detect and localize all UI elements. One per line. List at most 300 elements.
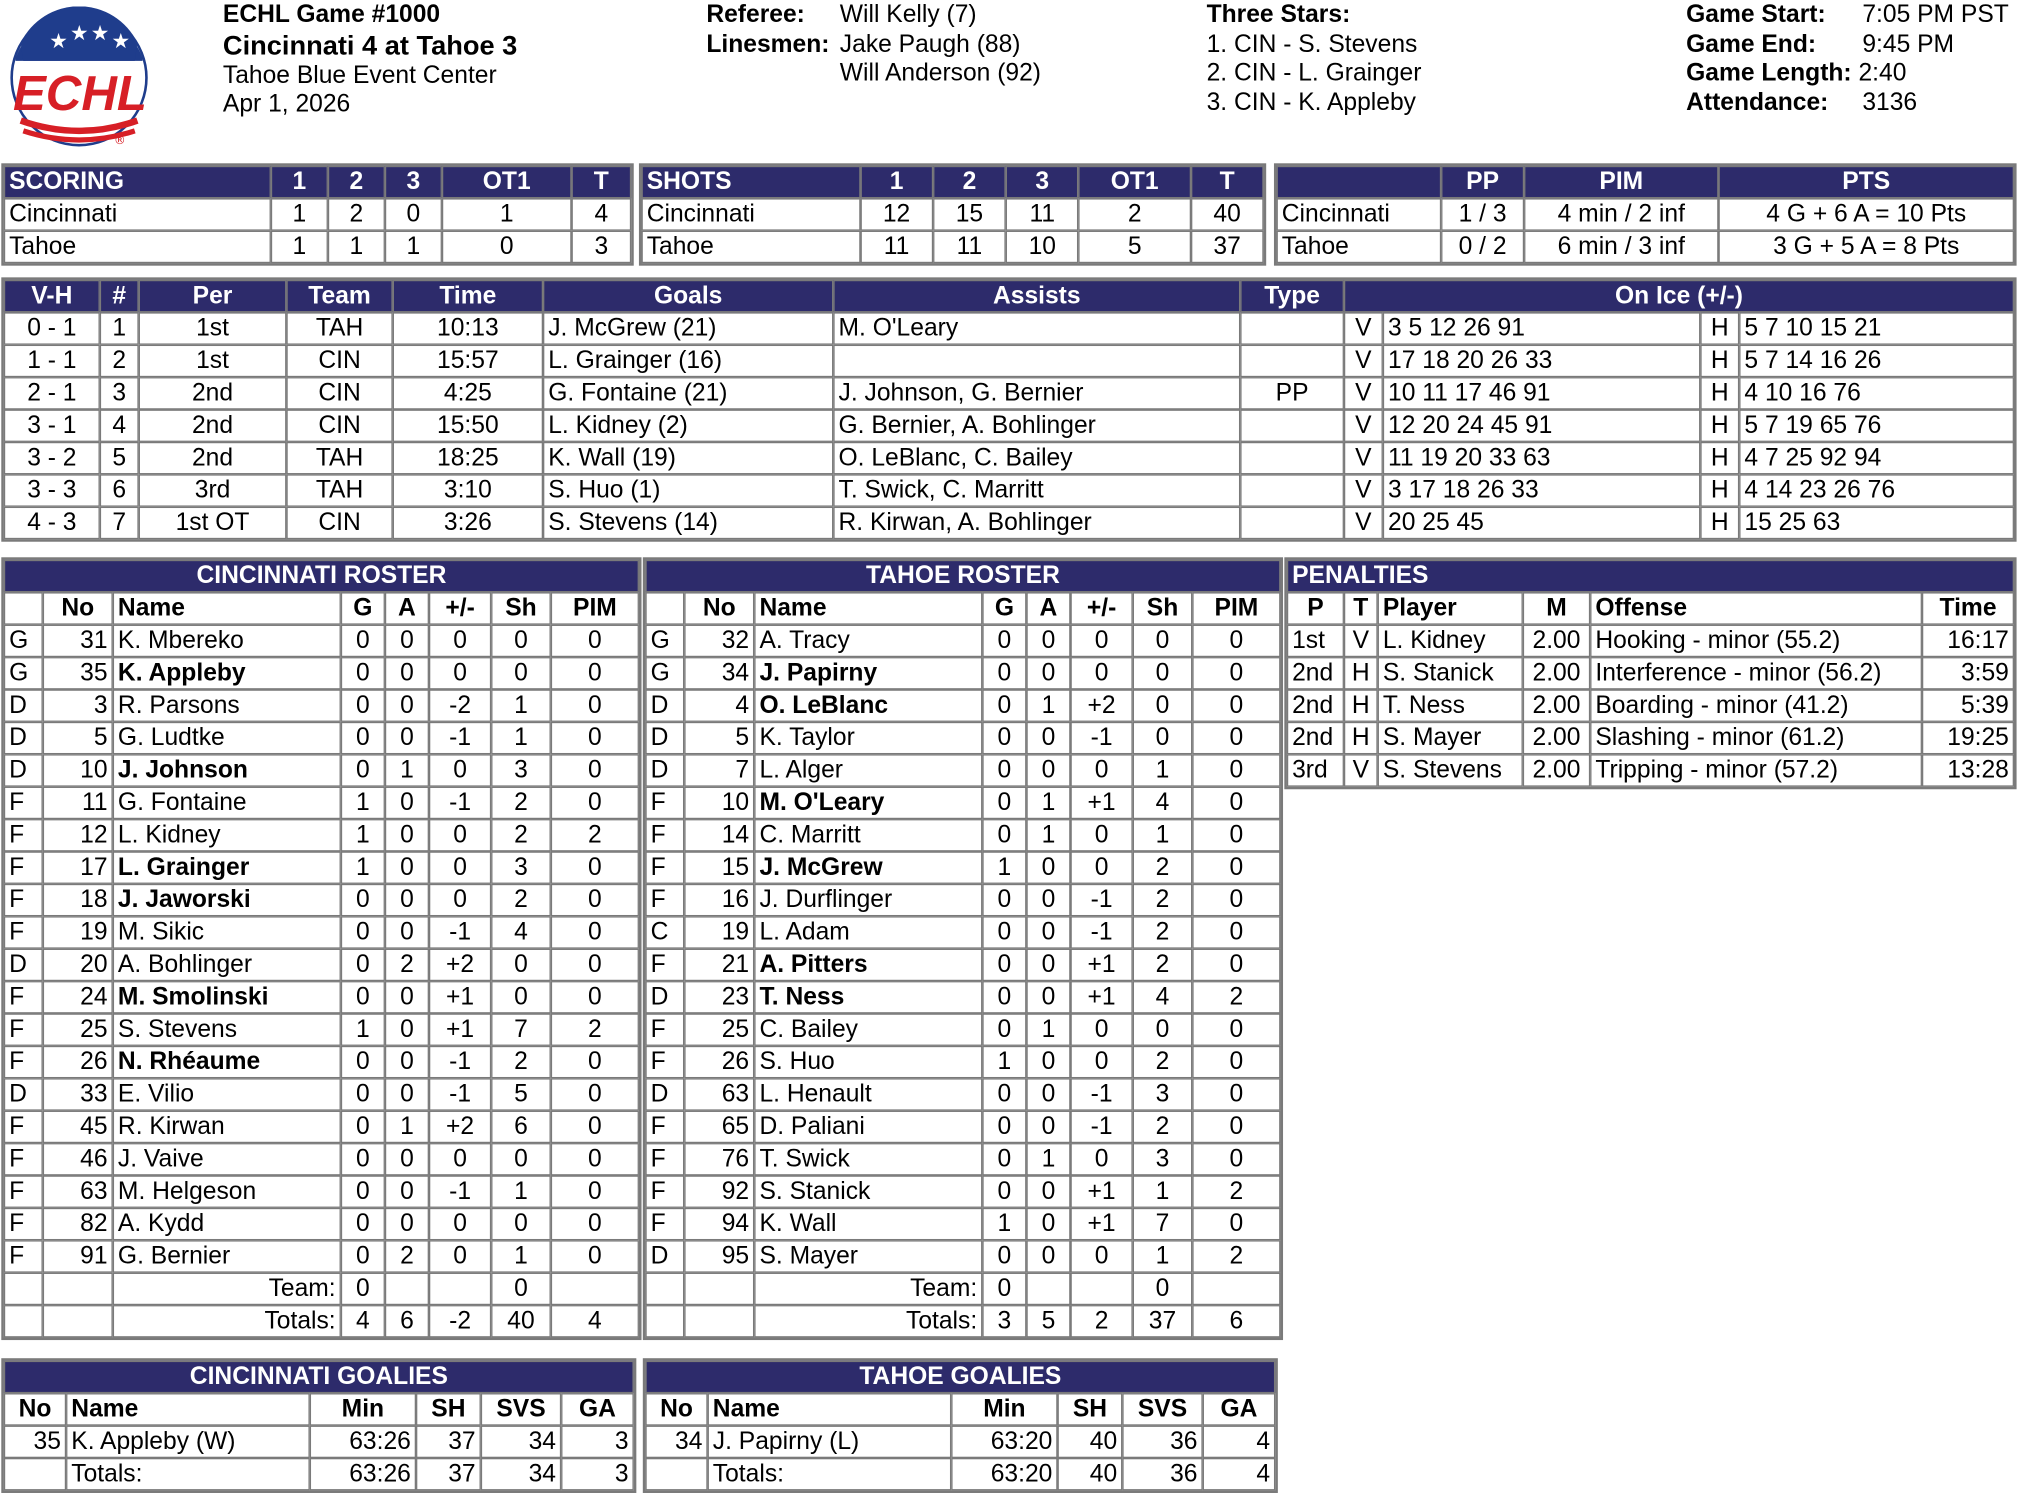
player-position: F — [4, 1240, 43, 1272]
player-goals: 0 — [341, 625, 385, 657]
player-shots: 2 — [1133, 916, 1193, 948]
player-assists: 2 — [385, 1240, 429, 1272]
player-shots: 1 — [491, 1175, 551, 1207]
player-number: 34 — [684, 657, 754, 689]
scoring-team: Tahoe — [4, 231, 271, 263]
penalty-offense: Slashing - minor (61.2) — [1590, 722, 1922, 754]
player-assists: 0 — [1026, 625, 1070, 657]
player-shots: 1 — [491, 722, 551, 754]
on-ice-home: 5 7 14 16 26 — [1739, 345, 2014, 377]
player-number: 23 — [684, 981, 754, 1013]
player-name: A. Kydd — [113, 1208, 341, 1240]
roster-row — [645, 1046, 1280, 1078]
player-pim: 0 — [551, 1078, 639, 1110]
referee-label: Referee: — [706, 1, 805, 29]
player-number: 17 — [43, 851, 113, 883]
roster-row — [645, 754, 1280, 786]
cin-goalies-body — [4, 1393, 634, 1490]
goal-score: 3 - 1 — [4, 410, 100, 442]
penalties-table — [1284, 557, 2016, 789]
player-shots: 0 — [1133, 722, 1193, 754]
player-pim: 2 — [1192, 1240, 1280, 1272]
roster-column-header: +/- — [429, 592, 491, 624]
player-position: D — [4, 689, 43, 721]
roster-totals-row — [645, 1305, 1280, 1337]
roster-row — [645, 884, 1280, 916]
roster-row — [4, 1143, 639, 1175]
penalty-period: 2nd — [1287, 722, 1344, 754]
player-name: S. Mayer — [754, 1240, 982, 1272]
player-shots: 1 — [491, 1240, 551, 1272]
goal-number: 6 — [100, 474, 139, 506]
player-pim: 0 — [1192, 1046, 1280, 1078]
goal-assists: O. LeBlanc, C. Bailey — [833, 442, 1240, 474]
totals-pim — [551, 1273, 639, 1305]
player-plus-minus: +2 — [429, 949, 491, 981]
star-2: 2. CIN - L. Grainger — [1206, 59, 1422, 87]
player-pim: 0 — [551, 1208, 639, 1240]
roster-row — [645, 1240, 1280, 1272]
player-goals: 0 — [341, 689, 385, 721]
player-name: T. Swick — [754, 1143, 982, 1175]
totals-goals: 0 — [341, 1273, 385, 1305]
roster-column-header: A — [385, 592, 429, 624]
player-plus-minus: 0 — [429, 657, 491, 689]
player-number: 15 — [684, 851, 754, 883]
player-goals: 0 — [341, 1111, 385, 1143]
shots-cell: 5 — [1079, 231, 1191, 263]
goals-header: Assists — [833, 280, 1240, 312]
player-number: 94 — [684, 1208, 754, 1240]
goal-type — [1240, 410, 1344, 442]
player-shots: 0 — [491, 1208, 551, 1240]
penalty-minutes: 2.00 — [1523, 657, 1590, 689]
echl-logo-icon — [5, 6, 150, 149]
goal-team: TAH — [286, 474, 392, 506]
roster-row — [645, 689, 1280, 721]
shots-header: 2 — [933, 166, 1006, 198]
player-assists: 0 — [385, 916, 429, 948]
player-pim: 0 — [551, 754, 639, 786]
player-name: J. McGrew — [754, 851, 982, 883]
penalties-column-header: T — [1344, 592, 1378, 624]
goal-type — [1240, 474, 1344, 506]
player-plus-minus: +1 — [1070, 787, 1132, 819]
totals-label: Totals: — [754, 1305, 982, 1337]
player-shots: 0 — [491, 657, 551, 689]
goalies-header-row — [4, 1393, 634, 1425]
penalty-minutes: 2.00 — [1523, 625, 1590, 657]
special-pts: 4 G + 6 A = 10 Pts — [1718, 198, 2013, 230]
goalies-column-header: GA — [1203, 1393, 1276, 1425]
blank-cell — [684, 1273, 754, 1305]
scoring-cell: 4 — [572, 198, 632, 230]
shots-header: 1 — [860, 166, 933, 198]
goal-number: 2 — [100, 345, 139, 377]
scoring-cell: 1 — [271, 198, 328, 230]
special-header-row — [1277, 166, 2014, 198]
player-name: G. Ludtke — [113, 722, 341, 754]
goalie-minutes: 63:26 — [310, 1426, 416, 1458]
player-name: J. Jaworski — [113, 884, 341, 916]
shots-header: OT1 — [1079, 166, 1191, 198]
player-pim: 2 — [551, 1013, 639, 1045]
player-name: A. Pitters — [754, 949, 982, 981]
shots-header-row — [642, 166, 1264, 198]
penalty-player: S. Mayer — [1378, 722, 1523, 754]
game-date: Apr 1, 2026 — [222, 90, 351, 118]
player-number: 76 — [684, 1143, 754, 1175]
player-assists: 0 — [385, 657, 429, 689]
player-shots: 1 — [1133, 1240, 1193, 1272]
player-plus-minus: 0 — [1070, 851, 1132, 883]
player-assists: 0 — [385, 981, 429, 1013]
player-number: 3 — [43, 689, 113, 721]
player-assists: 0 — [385, 787, 429, 819]
goal-assists: R. Kirwan, A. Bohlinger — [833, 507, 1240, 539]
player-shots: 4 — [1133, 787, 1193, 819]
goals-header: Type — [1240, 280, 1344, 312]
player-number: 20 — [43, 949, 113, 981]
player-pim: 0 — [1192, 819, 1280, 851]
player-plus-minus: -1 — [429, 1078, 491, 1110]
goal-period: 2nd — [139, 442, 287, 474]
player-pim: 0 — [1192, 1143, 1280, 1175]
penalty-offense: Interference - minor (56.2) — [1590, 657, 1922, 689]
totals-assists: 5 — [1026, 1305, 1070, 1337]
goalie-shots: 37 — [416, 1458, 481, 1490]
goalie-minutes: 63:20 — [951, 1426, 1057, 1458]
player-plus-minus: -1 — [1070, 916, 1132, 948]
totals-goals: 0 — [982, 1273, 1026, 1305]
player-number: 63 — [43, 1175, 113, 1207]
penalty-team: V — [1344, 754, 1378, 786]
penalty-team: V — [1344, 625, 1378, 657]
player-name: J. Papirny — [754, 657, 982, 689]
player-position: D — [4, 722, 43, 754]
player-number: 82 — [43, 1208, 113, 1240]
goals-header: V-H — [4, 280, 100, 312]
player-name: L. Alger — [754, 754, 982, 786]
officials — [706, 1, 1041, 88]
player-number: 45 — [43, 1111, 113, 1143]
on-ice-v-label: V — [1344, 312, 1383, 344]
totals-goals: 3 — [982, 1305, 1026, 1337]
roster-column-header: PIM — [1192, 592, 1280, 624]
totals-label: Totals: — [66, 1458, 310, 1490]
totals-pim: 4 — [551, 1305, 639, 1337]
on-ice-home: 4 7 25 92 94 — [1739, 442, 2014, 474]
goal-period: 1st — [139, 312, 287, 344]
player-name: K. Mbereko — [113, 625, 341, 657]
tah-roster-body — [645, 592, 1280, 1337]
player-name: J. Johnson — [113, 754, 341, 786]
player-goals: 0 — [982, 1013, 1026, 1045]
game-length: 2:40 — [1858, 59, 1907, 87]
roster-column-header: G — [982, 592, 1026, 624]
player-name: L. Adam — [754, 916, 982, 948]
player-number: 16 — [684, 884, 754, 916]
shots-header: 3 — [1006, 166, 1079, 198]
goal-score: 1 - 1 — [4, 345, 100, 377]
goalie-number: 35 — [4, 1426, 66, 1458]
goalies-column-header: GA — [561, 1393, 634, 1425]
player-pim: 0 — [1192, 916, 1280, 948]
penalty-team: H — [1344, 689, 1378, 721]
player-pim: 0 — [1192, 851, 1280, 883]
player-name: O. LeBlanc — [754, 689, 982, 721]
player-name: C. Marritt — [754, 819, 982, 851]
goal-number: 7 — [100, 507, 139, 539]
player-shots: 0 — [1133, 657, 1193, 689]
player-pim: 0 — [1192, 657, 1280, 689]
player-goals: 0 — [982, 949, 1026, 981]
player-name: C. Bailey — [754, 1013, 982, 1045]
totals-assists — [1026, 1273, 1070, 1305]
on-ice-h-label: H — [1700, 474, 1739, 506]
totals-assists: 6 — [385, 1305, 429, 1337]
shots-cell: 37 — [1191, 231, 1264, 263]
player-goals: 0 — [982, 787, 1026, 819]
player-shots: 3 — [1133, 1143, 1193, 1175]
penalties-header-row — [1287, 592, 2014, 624]
player-pim: 0 — [1192, 689, 1280, 721]
penalties-column-header: P — [1287, 592, 1344, 624]
shots-cell: 2 — [1079, 198, 1191, 230]
goal-team: TAH — [286, 312, 392, 344]
player-plus-minus: 0 — [429, 625, 491, 657]
player-number: 65 — [684, 1111, 754, 1143]
game-start-label: Game Start: — [1686, 1, 1826, 29]
goal-row — [4, 507, 2014, 539]
blank-cell — [645, 1273, 684, 1305]
player-goals: 1 — [341, 1013, 385, 1045]
special-pts: 3 G + 5 A = 8 Pts — [1718, 231, 2013, 263]
player-position: F — [645, 1175, 684, 1207]
player-name: R. Kirwan — [113, 1111, 341, 1143]
player-number: 92 — [684, 1175, 754, 1207]
penalty-team: H — [1344, 657, 1378, 689]
totals-pim — [1192, 1273, 1280, 1305]
player-goals: 1 — [982, 851, 1026, 883]
roster-column-header: No — [684, 592, 754, 624]
player-position: F — [645, 1046, 684, 1078]
roster-column-header — [645, 592, 684, 624]
totals-plus-minus — [1070, 1273, 1132, 1305]
player-assists: 0 — [1026, 1111, 1070, 1143]
goalies-column-header: SH — [1058, 1393, 1123, 1425]
player-assists: 2 — [385, 949, 429, 981]
player-position: F — [645, 1111, 684, 1143]
roster-row — [645, 1143, 1280, 1175]
on-ice-h-label: H — [1700, 507, 1739, 539]
player-plus-minus: 0 — [1070, 1240, 1132, 1272]
player-position: F — [4, 1208, 43, 1240]
penalty-offense: Tripping - minor (57.2) — [1590, 754, 1922, 786]
roster-row — [645, 1078, 1280, 1110]
player-assists: 0 — [1026, 1208, 1070, 1240]
goalie-saves: 36 — [1122, 1426, 1202, 1458]
player-plus-minus: 0 — [1070, 819, 1132, 851]
player-number: 5 — [43, 722, 113, 754]
goalies-column-header: SH — [416, 1393, 481, 1425]
three-stars — [1207, 1, 1422, 118]
on-ice-v-label: V — [1344, 507, 1383, 539]
goal-type — [1240, 442, 1344, 474]
goal-scorer: L. Kidney (2) — [543, 410, 833, 442]
roster-column-header — [4, 592, 43, 624]
player-name: L. Grainger — [113, 851, 341, 883]
player-number: 26 — [43, 1046, 113, 1078]
roster-column-header: G — [341, 592, 385, 624]
player-shots: 5 — [491, 1078, 551, 1110]
player-assists: 0 — [385, 1208, 429, 1240]
goal-row — [4, 442, 2014, 474]
player-name: M. Smolinski — [113, 981, 341, 1013]
player-shots: 7 — [1133, 1208, 1193, 1240]
goalie-name: K. Appleby (W) — [66, 1426, 310, 1458]
goalie-saves: 34 — [481, 1458, 561, 1490]
player-number: 33 — [43, 1078, 113, 1110]
goals-header: On Ice (+/-) — [1344, 280, 2014, 312]
on-ice-visitors: 3 17 18 26 33 — [1383, 474, 1701, 506]
player-number: 25 — [43, 1013, 113, 1045]
player-position: F — [645, 819, 684, 851]
player-plus-minus: 0 — [1070, 754, 1132, 786]
roster-row — [645, 1175, 1280, 1207]
player-goals: 0 — [982, 884, 1026, 916]
player-position: F — [4, 1143, 43, 1175]
special-row — [1277, 231, 2014, 263]
player-assists: 0 — [385, 819, 429, 851]
shots-cell: 12 — [860, 198, 933, 230]
totals-label: Totals: — [113, 1305, 341, 1337]
player-shots: 2 — [1133, 949, 1193, 981]
player-position: F — [4, 787, 43, 819]
special-pim: 6 min / 3 inf — [1524, 231, 1718, 263]
player-shots: 0 — [491, 1143, 551, 1175]
player-plus-minus: 0 — [1070, 1046, 1132, 1078]
player-position: D — [645, 1240, 684, 1272]
goal-time: 4:25 — [393, 377, 543, 409]
player-plus-minus: -1 — [429, 787, 491, 819]
player-pim: 0 — [1192, 1111, 1280, 1143]
goalies-column-header: Min — [951, 1393, 1057, 1425]
goalie-saves: 36 — [1122, 1458, 1202, 1490]
penalty-player: S. Stevens — [1378, 754, 1523, 786]
player-number: 25 — [684, 1013, 754, 1045]
player-pim: 2 — [1192, 981, 1280, 1013]
scoring-header-row — [4, 166, 631, 198]
goal-scorer: G. Fontaine (21) — [543, 377, 833, 409]
game-info — [223, 1, 517, 120]
shots-cell: 40 — [1191, 198, 1264, 230]
player-position: G — [645, 657, 684, 689]
player-name: N. Rhéaume — [113, 1046, 341, 1078]
cin-roster-body — [4, 592, 639, 1337]
player-name: J. Durflinger — [754, 884, 982, 916]
player-goals: 0 — [341, 1078, 385, 1110]
scoring-cell: 0 — [385, 198, 442, 230]
player-plus-minus: -1 — [1070, 1111, 1132, 1143]
totals-label: Team: — [754, 1273, 982, 1305]
goalies-column-header: Min — [310, 1393, 416, 1425]
penalty-row — [1287, 625, 2014, 657]
player-plus-minus: -1 — [1070, 884, 1132, 916]
goalie-goals-against: 3 — [561, 1458, 634, 1490]
player-assists: 1 — [385, 1111, 429, 1143]
goal-time: 10:13 — [393, 312, 543, 344]
goal-time: 18:25 — [393, 442, 543, 474]
cin-roster-title: CINCINNATI ROSTER — [4, 560, 639, 592]
player-number: 24 — [43, 981, 113, 1013]
goal-score: 0 - 1 — [4, 312, 100, 344]
penalty-time: 19:25 — [1922, 722, 2014, 754]
goalie-goals-against: 4 — [1203, 1458, 1276, 1490]
goalies-column-header: No — [645, 1393, 707, 1425]
goalie-shots: 37 — [416, 1426, 481, 1458]
cin-roster-table — [1, 557, 641, 1340]
roster-row — [4, 1111, 639, 1143]
game-end: 9:45 PM — [1862, 30, 1955, 58]
player-plus-minus: 0 — [429, 754, 491, 786]
goalie-minutes: 63:26 — [310, 1458, 416, 1490]
player-number: 4 — [684, 689, 754, 721]
penalty-player: T. Ness — [1378, 689, 1523, 721]
roster-row — [4, 916, 639, 948]
player-pim: 0 — [551, 1175, 639, 1207]
goal-number: 1 — [100, 312, 139, 344]
goals-header: Per — [139, 280, 287, 312]
goalie-number: 34 — [645, 1426, 707, 1458]
goals-table — [1, 277, 2016, 541]
player-position: F — [4, 1013, 43, 1045]
roster-column-header: Name — [754, 592, 982, 624]
player-plus-minus: +1 — [429, 981, 491, 1013]
goal-type — [1240, 312, 1344, 344]
player-pim: 0 — [551, 722, 639, 754]
goalie-saves: 34 — [481, 1426, 561, 1458]
player-number: 19 — [684, 916, 754, 948]
player-shots: 3 — [491, 754, 551, 786]
special-header — [1277, 166, 1442, 198]
penalty-period: 2nd — [1287, 689, 1344, 721]
shots-cell: 15 — [933, 198, 1006, 230]
game-venue: Tahoe Blue Event Center — [222, 61, 497, 89]
player-pim: 0 — [551, 1143, 639, 1175]
star-3: 3. CIN - K. Appleby — [1206, 88, 1416, 116]
penalty-minutes: 2.00 — [1523, 722, 1590, 754]
penalty-period: 3rd — [1287, 754, 1344, 786]
goal-period: 2nd — [139, 410, 287, 442]
player-goals: 0 — [341, 1240, 385, 1272]
player-plus-minus: -1 — [429, 1046, 491, 1078]
scoring-cell: 1 — [328, 231, 385, 263]
scoring-row — [4, 231, 631, 263]
on-ice-h-label: H — [1700, 345, 1739, 377]
goalie-number — [4, 1458, 66, 1490]
player-goals: 0 — [341, 1208, 385, 1240]
goal-row — [4, 377, 2014, 409]
scoring-cell: 3 — [572, 231, 632, 263]
penalties-body — [1287, 592, 2014, 786]
echl-logo — [5, 6, 150, 149]
on-ice-home: 5 7 10 15 21 — [1739, 312, 2014, 344]
goal-number: 3 — [100, 377, 139, 409]
roster-column-header: A — [1026, 592, 1070, 624]
on-ice-visitors: 11 19 20 33 63 — [1383, 442, 1701, 474]
goalies-header-row — [645, 1393, 1275, 1425]
